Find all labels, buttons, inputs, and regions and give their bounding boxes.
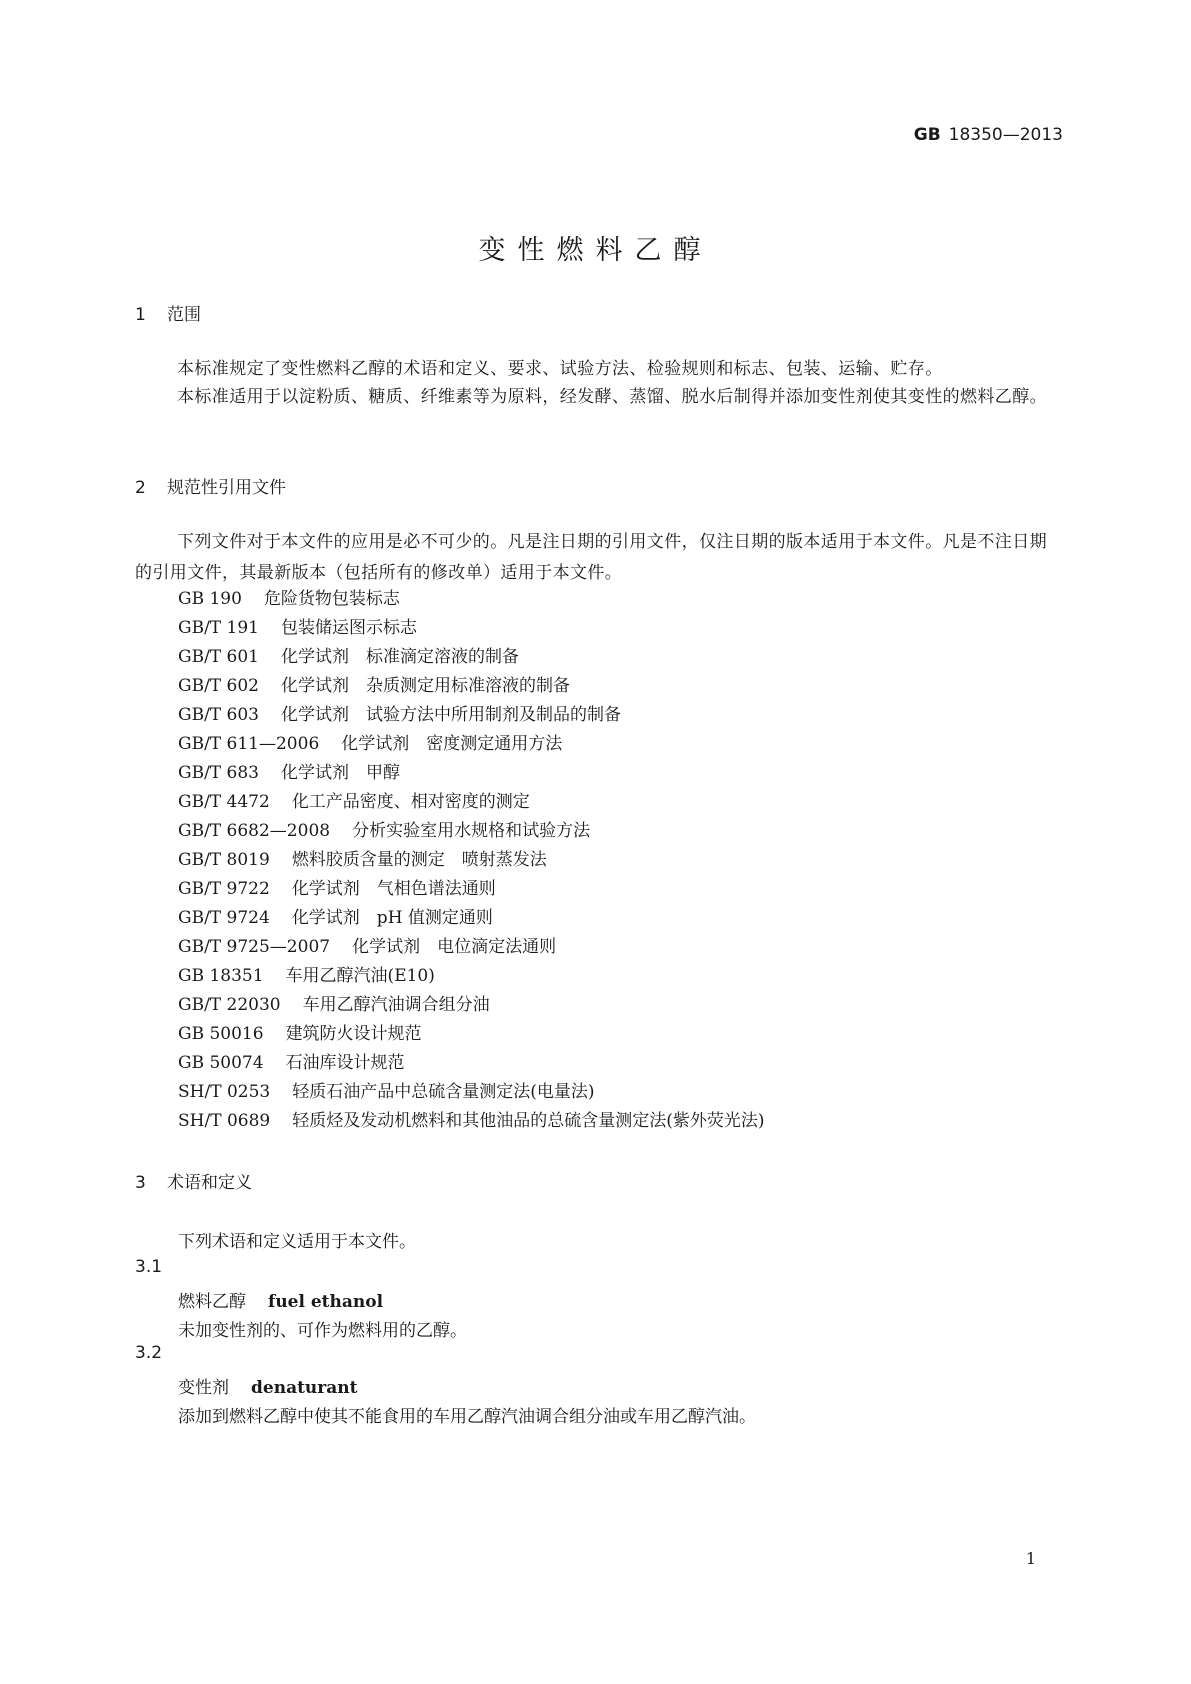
reference-item: GB/T 22030 车用乙醇汽油调合组分油 — [178, 995, 490, 1015]
sec2-paragraph-1: 下列文件对于本文件的应用是必不可少的。凡是注日期的引用文件，仅注日期的版本适用于本文件。凡是不注日期的引用文件，其最新版本（包括所有的修改单）适用于本文件。 — [135, 532, 1047, 583]
reference-item: SH/T 0689 轻质烃及发动机燃料和其他油品的总硫含量测定法(紫外荧光法) — [178, 1111, 765, 1131]
document-title: 变性燃料乙醇 — [478, 235, 713, 266]
sec1-paragraph-1: 本标准规定了变性燃料乙醇的术语和定义、要求、试验方法、检验规则和标志、包装、运输、贮存。 — [177, 359, 943, 379]
reference-item: GB/T 8019 燃料胶质含量的测定 喷射蒸发法 — [178, 850, 547, 870]
section-heading-1: 1 范围 — [135, 305, 201, 325]
term-number: 3.2 — [135, 1343, 163, 1363]
term-entry: 变性剂 denaturant — [178, 1378, 358, 1398]
section-heading-2: 2 规范性引用文件 — [135, 478, 286, 498]
reference-item: GB/T 601 化学试剂 标准滴定溶液的制备 — [178, 647, 519, 667]
reference-item: GB/T 9725—2007 化学试剂 电位滴定法通则 — [178, 937, 557, 957]
term-number: 3.1 — [135, 1257, 163, 1277]
term-entry: 燃料乙醇 fuel ethanol — [178, 1292, 384, 1312]
reference-item: GB/T 602 化学试剂 杂质测定用标准溶液的制备 — [178, 676, 570, 696]
reference-item: GB 190 危险货物包装标志 — [178, 589, 400, 609]
sec3-intro: 下列术语和定义适用于本文件。 — [178, 1232, 416, 1252]
section-heading-3: 3 术语和定义 — [135, 1173, 252, 1193]
reference-item: GB/T 191 包装储运图示标志 — [178, 618, 417, 638]
reference-item: GB/T 611—2006 化学试剂 密度测定通用方法 — [178, 734, 563, 754]
reference-item: GB/T 9722 化学试剂 气相色谱法通则 — [178, 879, 496, 899]
reference-item: GB/T 683 化学试剂 甲醇 — [178, 763, 400, 783]
reference-item: GB/T 9724 化学试剂 pH 值测定通则 — [178, 908, 493, 928]
reference-item: GB 18351 车用乙醇汽油(E10) — [178, 966, 435, 986]
reference-item: GB/T 4472 化工产品密度、相对密度的测定 — [178, 792, 530, 812]
standard-number: GB 18350—2013 — [913, 125, 1063, 145]
reference-item: GB/T 6682—2008 分析实验室用水规格和试验方法 — [178, 821, 591, 841]
reference-item: GB 50016 建筑防火设计规范 — [178, 1024, 422, 1044]
page-number: 1 — [1025, 1549, 1036, 1568]
reference-item: SH/T 0253 轻质石油产品中总硫含量测定法(电量法) — [178, 1082, 595, 1102]
reference-item: GB 50074 石油库设计规范 — [178, 1053, 405, 1073]
sec1-paragraph-2: 本标准适用于以淀粉质、糖质、纤维素等为原料，经发酵、蒸馏、脱水后制得并添加变性剂使其变性的燃料乙醇。 — [177, 387, 1047, 407]
term-definition: 添加到燃料乙醇中使其不能食用的车用乙醇汽油调合组分油或车用乙醇汽油。 — [178, 1407, 756, 1427]
term-definition: 未加变性剂的、可作为燃料用的乙醇。 — [178, 1321, 467, 1341]
reference-item: GB/T 603 化学试剂 试验方法中所用制剂及制品的制备 — [178, 705, 621, 725]
